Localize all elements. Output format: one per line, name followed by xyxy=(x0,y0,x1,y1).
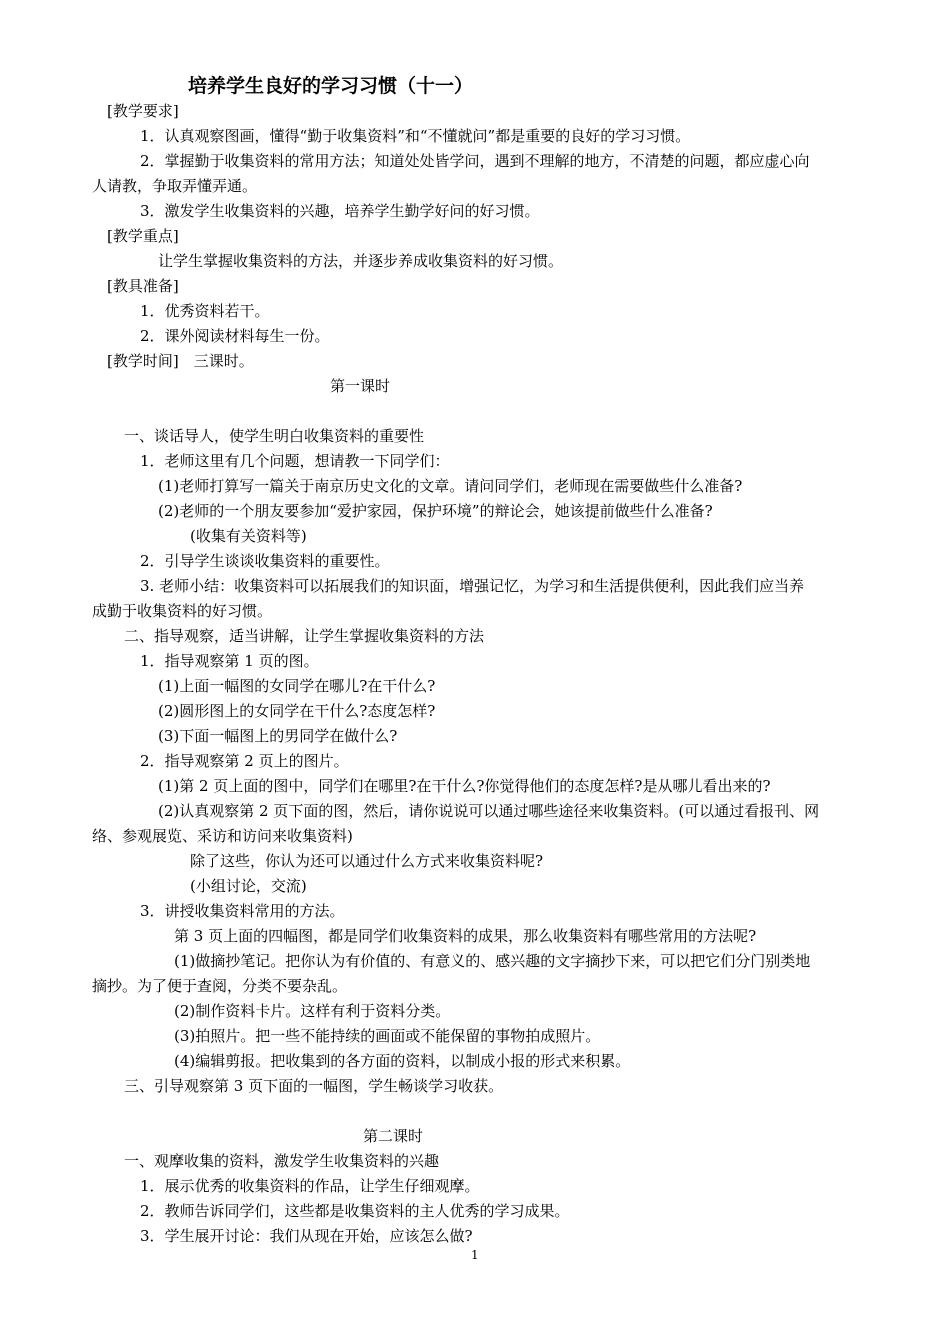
text-line: 3．激发学生收集资料的兴趣，培养学生勤学好问的好习惯。 xyxy=(140,202,540,220)
text-line: 3．学生展开讨论：我们从现在开始，应该怎么做? xyxy=(140,1227,473,1245)
text-line: 除了这些，你认为还可以通过什么方式来收集资料呢? xyxy=(190,852,544,870)
text-line: 2．掌握勤于收集资料的常用方法；知道处处皆学问，遇到不理解的地方，不清楚的问题，都应虚心向 xyxy=(140,152,810,170)
text-line: 三、引导观察第 3 页下面的一幅图，学生畅谈学习收获。 xyxy=(124,1077,504,1095)
lesson-heading-first: 第一课时 xyxy=(330,377,391,395)
section-heading-materials: [教具准备] xyxy=(107,277,179,295)
section-heading-focus: [教学重点] xyxy=(107,227,179,245)
text-line: (3)下面一幅图上的男同学在做什么? xyxy=(158,727,398,745)
text-line: (2)老师的一个朋友要参加“爱护家园，保护环境”的辩论会，她该提前做些什么准备? xyxy=(158,502,713,520)
text-line: (2)认真观察第 2 页下面的图，然后，请你说说可以通过哪些途径来收集资料。(可以通过看报刊、网 xyxy=(158,802,820,820)
text-line: 2．引导学生谈谈收集资料的重要性。 xyxy=(140,552,390,570)
page-number: 1 xyxy=(471,1248,479,1262)
text-line: 第 3 页上面的四幅图，都是同学们收集资料的成果，那么收集资料有哪些常用的方法呢? xyxy=(174,927,757,945)
text-line: (1)上面一幅图的女同学在哪儿?在干什么? xyxy=(158,677,436,695)
text-line: 2．课外阅读材料每生一份。 xyxy=(140,327,330,345)
text-line: (1)做摘抄笔记。把你认为有价值的、有意义的、感兴趣的文字摘抄下来，可以把它们分门别类地 xyxy=(174,952,811,970)
section-heading-requirements: [教学要求] xyxy=(107,102,179,120)
text-line: 二、指导观察，适当讲解，让学生掌握收集资料的方法 xyxy=(124,627,485,645)
section-heading-time: [教学时间] 三课时。 xyxy=(107,352,254,370)
document-title: 培养学生良好的学习习惯（十一） xyxy=(188,75,474,97)
text-line: 3. 老师小结：收集资料可以拓展我们的知识面，增强记忆，为学习和生活提供便利，因此我们应当养 xyxy=(140,577,805,595)
text-line: (2)制作资料卡片。这样有利于资料分类。 xyxy=(174,1002,451,1020)
text-line: (小组讨论，交流) xyxy=(190,877,307,895)
lesson-heading-second: 第二课时 xyxy=(363,1127,424,1145)
text-line: (1)老师打算写一篇关于南京历史文化的文章。请问同学们，老师现在需要做些什么准备? xyxy=(158,477,743,495)
text-line: 人请教，争取弄懂弄通。 xyxy=(92,177,258,195)
text-line: (2)圆形图上的女同学在干什么?态度怎样? xyxy=(158,702,436,720)
text-line: (3)拍照片。把一些不能持续的画面或不能保留的事物拍成照片。 xyxy=(174,1027,601,1045)
text-line: (4)编辑剪报。把收集到的各方面的资料，以制成小报的形式来积累。 xyxy=(174,1052,631,1070)
text-line: 3．讲授收集资料常用的方法。 xyxy=(140,902,345,920)
text-line: 1．指导观察第 1 页的图。 xyxy=(140,652,319,670)
text-line: 让学生掌握收集资料的方法，并逐步养成收集资料的好习惯。 xyxy=(158,252,564,270)
text-line: (1)第 2 页上面的图中，同学们在哪里?在干什么?你觉得他们的态度怎样?是从哪儿看出来的? xyxy=(158,777,771,795)
text-line: 1．展示优秀的收集资料的作品，让学生仔细观摩。 xyxy=(140,1177,480,1195)
text-line: 一、观摩收集的资料，激发学生收集资料的兴趣 xyxy=(124,1152,440,1170)
text-line: 2．教师告诉同学们，这些都是收集资料的主人优秀的学习成果。 xyxy=(140,1202,570,1220)
text-line: 1．老师这里有几个问题，想请教一下同学们： xyxy=(140,452,450,470)
text-line: 络、参观展览、采访和访问来收集资料) xyxy=(92,827,353,845)
text-line: 2．指导观察第 2 页上的图片。 xyxy=(140,752,349,770)
text-line: 成勤于收集资料的好习惯。 xyxy=(92,602,273,620)
text-line: 1．认真观察图画，懂得“勤于收集资料”和“不懂就问”都是重要的良好的学习习惯。 xyxy=(140,127,691,145)
text-line: (收集有关资料等) xyxy=(190,527,307,545)
text-line: 一、谈话导人，使学生明白收集资料的重要性 xyxy=(124,427,425,445)
text-line: 1．优秀资料若干。 xyxy=(140,302,270,320)
text-line: 摘抄。为了便于查阅，分类不要杂乱。 xyxy=(92,977,348,995)
